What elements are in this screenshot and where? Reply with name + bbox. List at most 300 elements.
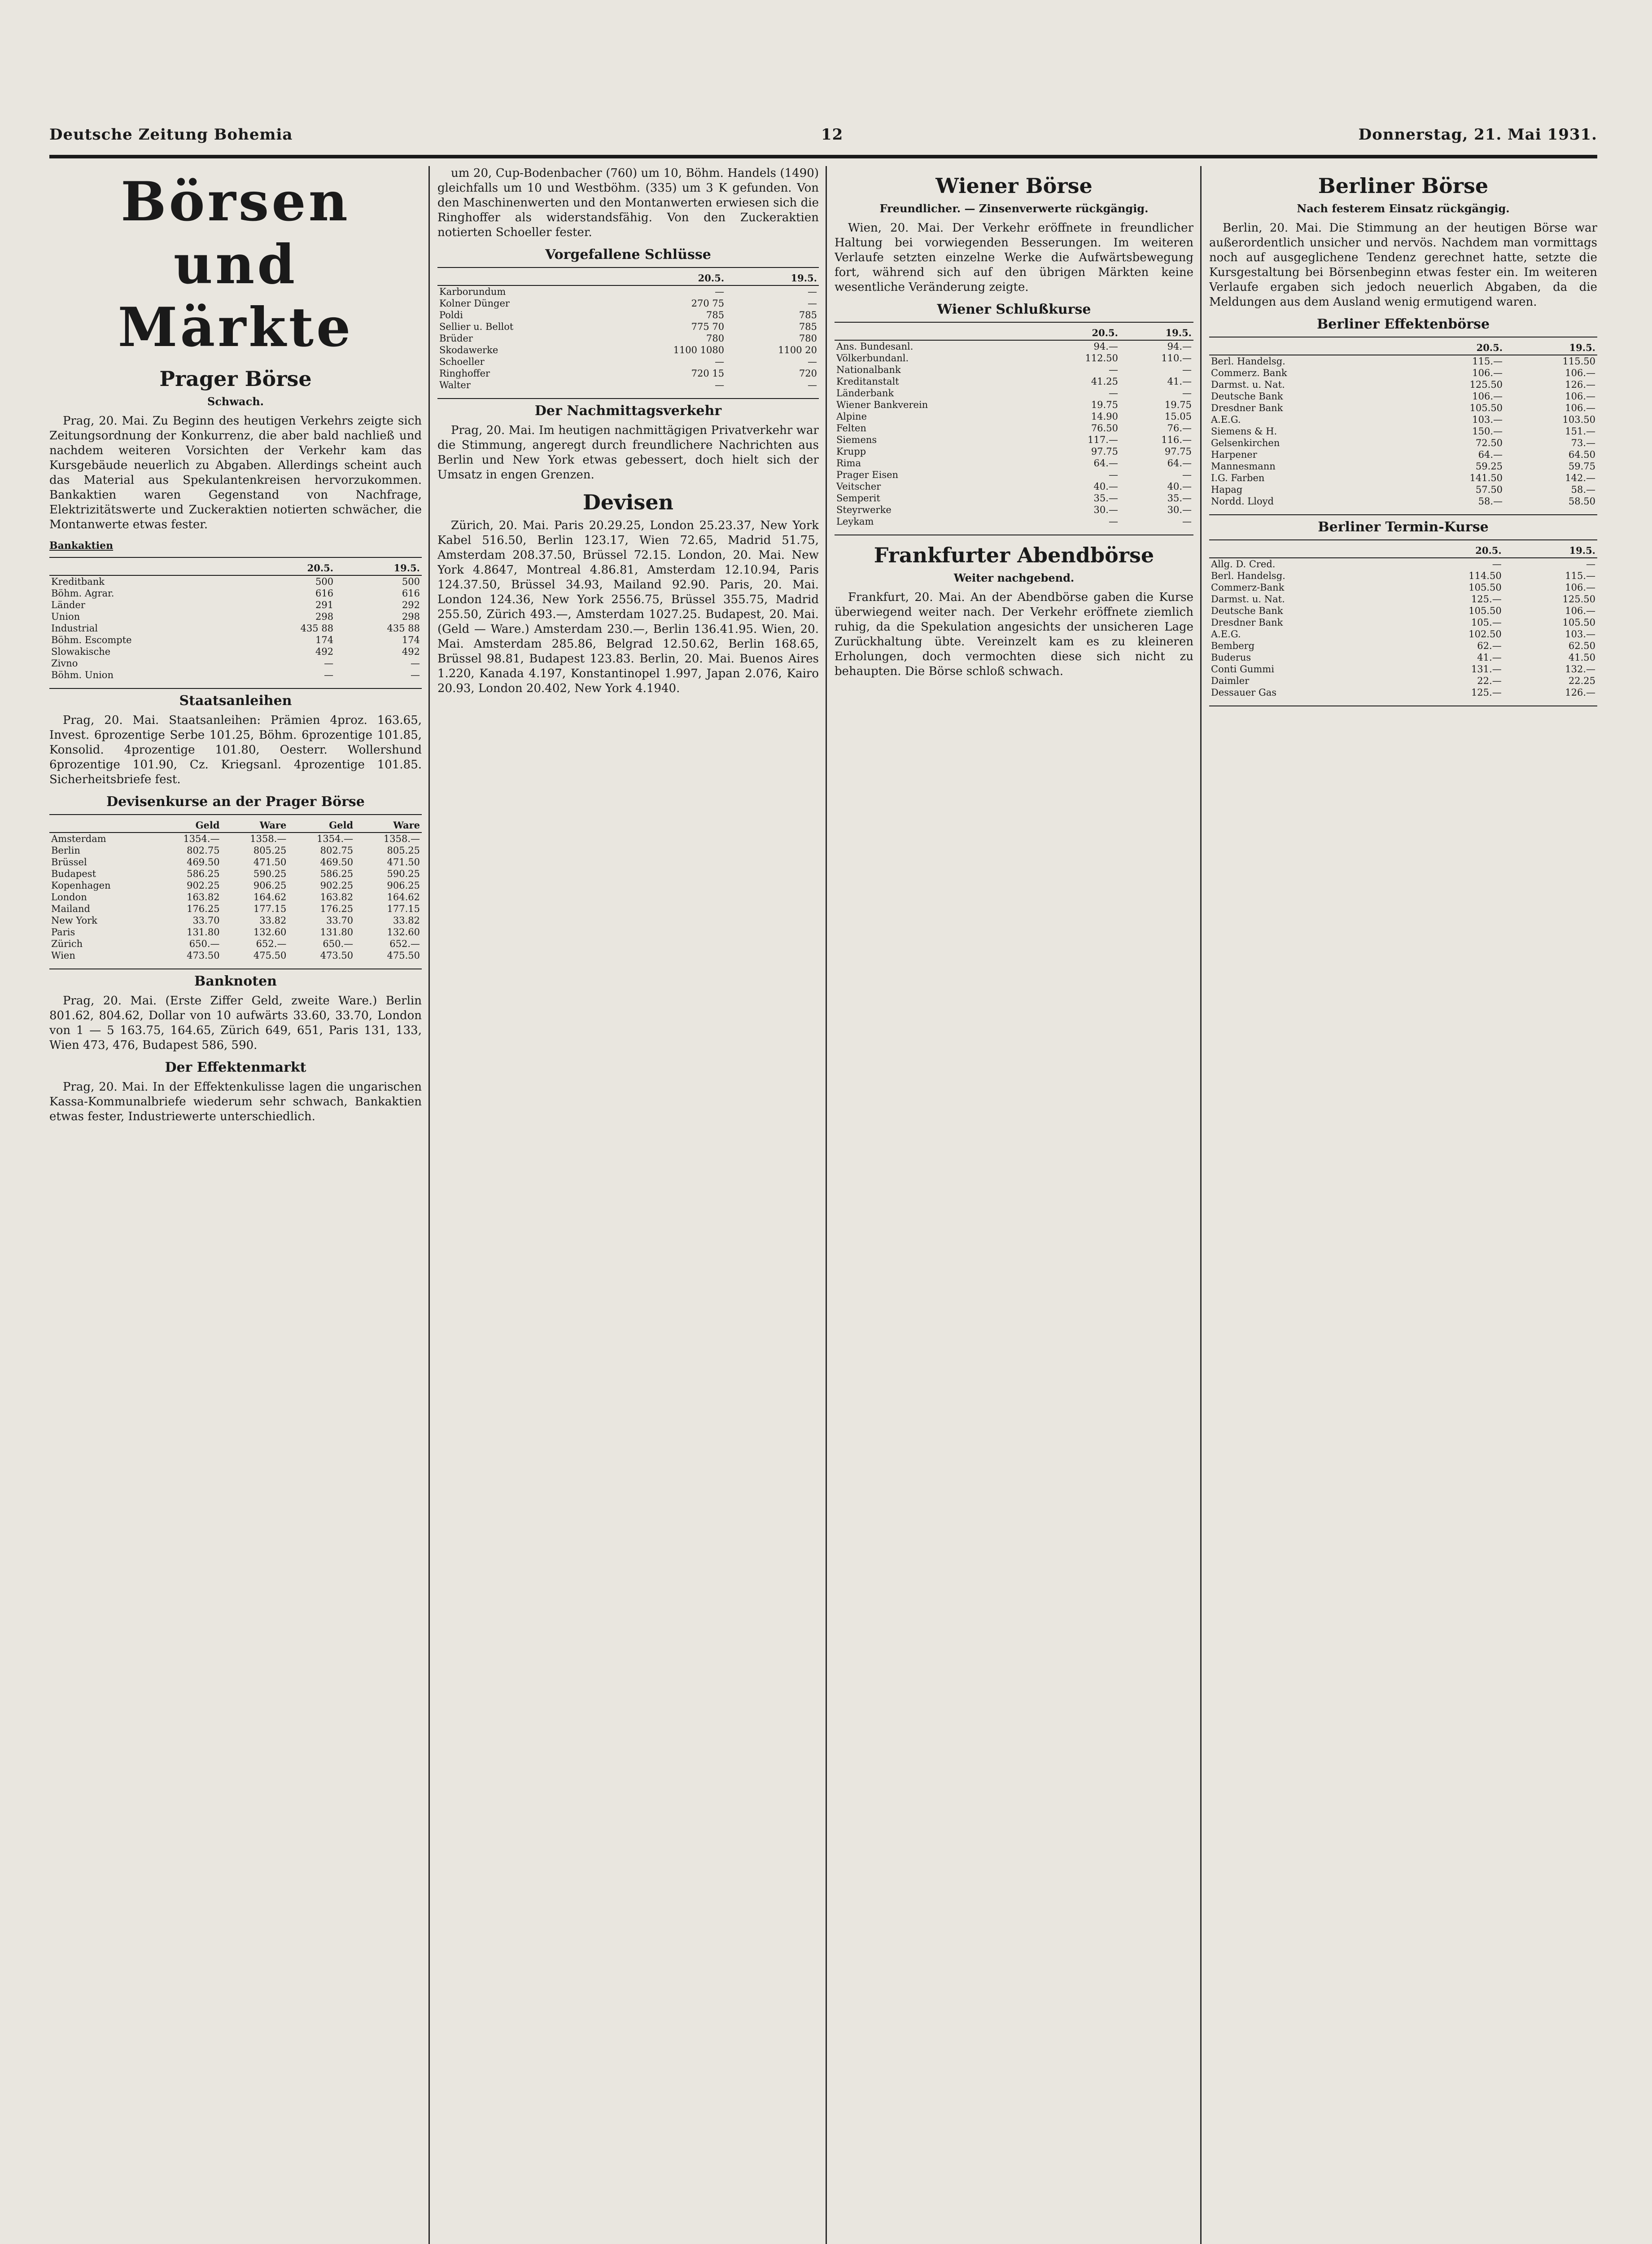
- table-header-row: [1209, 341, 1597, 355]
- price-cell: 176.25: [187, 903, 220, 914]
- afternoon-trading-report: Prag, 20. Mai. Im heutigen nachmittägigen Privatverkehr war die Stimmung, angeregt durch freundlichere Nachrichten aus Berlin und New York etwas gebessert, doch hielt sich der Umsatz in engen Grenzen.: [437, 424, 819, 482]
- price-cell: 902.25: [320, 880, 354, 891]
- table-header-cell: [1209, 341, 1412, 355]
- price-cell: 115.50: [1562, 356, 1595, 367]
- table-header-cell: 20.5.: [1041, 326, 1120, 340]
- table-row: [49, 880, 422, 891]
- price-cell: 105.50: [1468, 605, 1502, 616]
- frankfurt-exchange-report: Frankfurt, 20. Mai. An der Abendbörse gaben die Kurse überwiegend weiter nach. Der Verkehr eröffnete ziemlich ruhig, da die Spekulation angesichts der unsicheren Lage Zurückhaltung übte. Vereinzelt kam es zu kleineren Erholungen, doch vermochten diese sich nicht zu behaupten. Die Börse schloß schwach.: [835, 591, 1193, 678]
- price-cell: 112.50: [1085, 353, 1118, 364]
- price-cell: 785: [799, 321, 817, 332]
- security-name-cell: Brüssel: [51, 857, 87, 868]
- security-name-cell: Zürich: [51, 938, 83, 949]
- table-row: [49, 926, 422, 938]
- currency-rates-table: [49, 819, 422, 961]
- security-name-cell: Slowakische: [51, 646, 111, 657]
- price-cell: 103.50: [1562, 414, 1595, 425]
- price-cell: 35.—: [1093, 493, 1118, 504]
- afternoon-trading-title: Der Nachmittagsverkehr: [534, 403, 722, 419]
- newspaper-name: Deutsche Zeitung Bohemia: [49, 126, 293, 144]
- berlin-securities-title: Berliner Effektenbörse: [1316, 316, 1490, 332]
- price-cell: 492: [315, 646, 334, 657]
- table-header-cell: [49, 819, 155, 833]
- price-cell: 76.—: [1167, 423, 1192, 434]
- price-cell: 14.90: [1091, 411, 1118, 422]
- table-row: [1209, 640, 1597, 652]
- security-name-cell: Berl. Handelsg.: [1211, 570, 1285, 581]
- issue-date: Donnerstag, 21. Mai 1931.: [1358, 126, 1597, 144]
- table-row: [835, 457, 1193, 469]
- price-cell: 103.—: [1472, 414, 1503, 425]
- prague-exchange-subtitle: Schwach.: [207, 395, 264, 408]
- security-name-cell: Berl. Handelsg.: [1211, 356, 1285, 367]
- bank-stocks-table-wrap: [49, 557, 422, 689]
- price-cell: 30.—: [1167, 504, 1192, 515]
- price-cell: 142.—: [1565, 473, 1595, 483]
- table-row: [835, 364, 1193, 376]
- price-cell: 163.82: [320, 892, 354, 903]
- bank-stocks-label: Bankaktien: [49, 540, 114, 552]
- price-cell: 73.—: [1571, 438, 1595, 448]
- vienna-closing-body: [835, 340, 1193, 527]
- table-row: [1209, 414, 1597, 425]
- security-name-cell: Commerz. Bank: [1211, 368, 1287, 378]
- security-name-cell: Mannesmann: [1211, 461, 1276, 472]
- price-cell: 132.60: [387, 927, 420, 938]
- price-cell: 106.—: [1565, 582, 1595, 593]
- executed-trades-title: Vorgefallene Schlüsse: [545, 247, 711, 263]
- security-name-cell: Prager Eisen: [836, 469, 899, 480]
- price-cell: 650.—: [323, 938, 354, 949]
- table-row: [437, 309, 819, 321]
- price-cell: 41.25: [1091, 376, 1118, 387]
- price-cell: 492: [402, 646, 420, 657]
- berlin-exchange-title: Berliner Börse: [1318, 174, 1489, 198]
- page-header: [49, 121, 1597, 148]
- table-row: [835, 504, 1193, 516]
- price-cell: 103.—: [1565, 629, 1595, 640]
- berlin-futures-table-wrap: [1209, 539, 1597, 706]
- table-header-cell: 19.5.: [335, 561, 422, 575]
- table-row: [1209, 495, 1597, 507]
- security-name-cell: Alpine: [836, 411, 867, 422]
- price-cell: —: [1108, 469, 1118, 480]
- security-name-cell: Hapag: [1211, 484, 1243, 495]
- price-cell: 105.—: [1471, 617, 1502, 628]
- price-cell: 616: [402, 588, 420, 599]
- price-cell: 150.—: [1472, 426, 1503, 437]
- price-cell: 298: [315, 611, 334, 622]
- column-2: [437, 166, 819, 2244]
- table-header-cell: [835, 326, 1041, 340]
- price-cell: 906.25: [387, 880, 420, 891]
- security-name-cell: Krupp: [836, 446, 866, 457]
- price-cell: 174: [315, 635, 334, 645]
- table-row: [49, 669, 422, 681]
- table-row: [1209, 402, 1597, 414]
- price-cell: 802.75: [320, 845, 354, 856]
- executed-trades-table: [437, 272, 819, 391]
- security-name-cell: Deutsche Bank: [1211, 605, 1283, 616]
- table-row: [835, 469, 1193, 481]
- price-cell: 590.25: [253, 868, 287, 879]
- price-cell: 116.—: [1161, 434, 1192, 445]
- price-cell: 125.50: [1562, 594, 1595, 605]
- state-loans-title: Staatsanleihen: [179, 693, 292, 709]
- security-name-cell: Industrial: [51, 623, 98, 634]
- table-row: [49, 903, 422, 915]
- table-header-cell: 20.5.: [249, 561, 335, 575]
- security-name-cell: Bemberg: [1211, 640, 1255, 651]
- price-cell: 19.75: [1091, 399, 1118, 410]
- price-cell: 76.50: [1091, 423, 1118, 434]
- price-cell: 652.—: [256, 938, 287, 949]
- price-cell: 59.75: [1568, 461, 1595, 472]
- price-cell: 270 75: [691, 298, 725, 309]
- table-row: [1209, 593, 1597, 605]
- price-cell: —: [808, 356, 817, 367]
- table-header-row: [1209, 544, 1597, 558]
- price-cell: 164.62: [253, 892, 287, 903]
- table-row: [835, 399, 1193, 411]
- table-row: [835, 516, 1193, 527]
- table-row: [835, 422, 1193, 434]
- security-name-cell: Poldi: [439, 310, 463, 320]
- price-cell: 33.82: [393, 915, 420, 926]
- security-name-cell: Völkerbundanl.: [836, 353, 909, 364]
- table-row: [49, 845, 422, 856]
- security-name-cell: Böhm. Escompte: [51, 635, 132, 645]
- table-row: [49, 950, 422, 961]
- berlin-futures-body: [1209, 558, 1597, 698]
- berlin-securities-table-wrap: [1209, 337, 1597, 515]
- price-cell: 435 88: [387, 623, 420, 634]
- security-name-cell: Harpener: [1211, 449, 1257, 460]
- table-header-cell: 20.5.: [1409, 544, 1503, 558]
- security-name-cell: A.E.G.: [1211, 629, 1241, 640]
- price-cell: 110.—: [1161, 353, 1192, 364]
- securities-market-report: Prag, 20. Mai. In der Effektenkulisse lagen die ungarischen Kassa-Kommunalbriefe wiederum sehr schwach, Bankaktien etwas fester, Industriewerte unterschiedlich.: [49, 1080, 422, 1123]
- table-row: [1209, 675, 1597, 687]
- security-name-cell: Nordd. Lloyd: [1211, 496, 1274, 507]
- security-name-cell: Berlin: [51, 845, 80, 856]
- column-divider: [428, 166, 430, 2244]
- state-loans-report: Prag, 20. Mai. Staatsanleihen: Prämien 4proz. 163.65, Invest. 6prozentige Serbe 101.25, Böhm. 6prozentige 101.85, Konsolid. 4prozentige 101.80, Oesterr. Wollershund 6prozentige 101.90, Cz. Kriegsanl. 4prozentige 101.85. Sicherheitsbriefe fest.: [49, 714, 422, 786]
- table-row: [1209, 605, 1597, 617]
- price-cell: 780: [706, 333, 725, 344]
- security-name-cell: Sellier u. Bellot: [439, 321, 514, 332]
- table-row: [437, 298, 819, 309]
- header-rule: [49, 155, 1597, 158]
- price-cell: 59.25: [1475, 461, 1503, 472]
- price-cell: 174: [402, 635, 420, 645]
- price-cell: 30.—: [1093, 504, 1118, 515]
- security-name-cell: Veitscher: [836, 481, 881, 492]
- price-cell: —: [715, 380, 725, 390]
- vienna-exchange-title: Wiener Börse: [935, 174, 1093, 198]
- table-row: [1209, 425, 1597, 437]
- table-row: [835, 352, 1193, 364]
- price-cell: 105.50: [1469, 403, 1503, 413]
- security-name-cell: Leykam: [836, 516, 874, 527]
- vienna-closing-table: [835, 326, 1193, 527]
- vienna-exchange-report: Wien, 20. Mai. Der Verkehr eröffnete in freundlicher Haltung bei vorwiegenden Besserungen. Im weiteren Verlaufe setzten einzelne Werke die Aufwärtsbewegung fort, während sich auf den übrigen Märkten keine wesentliche Veränderung zeigte.: [835, 221, 1193, 294]
- table-row: [437, 285, 819, 298]
- price-cell: —: [715, 356, 725, 367]
- price-cell: 131.80: [187, 927, 220, 938]
- bank-stocks-body: [49, 575, 422, 681]
- table-header-cell: Ware: [355, 819, 422, 833]
- table-row: [49, 891, 422, 903]
- table-row: [49, 611, 422, 622]
- table-row: [835, 376, 1193, 387]
- berlin-futures-title: Berliner Termin-Kurse: [1318, 519, 1489, 535]
- security-name-cell: Zivno: [51, 658, 78, 669]
- price-cell: 125.—: [1471, 594, 1502, 605]
- price-cell: —: [808, 286, 817, 297]
- table-row: [835, 434, 1193, 446]
- security-name-cell: Skodawerke: [439, 345, 498, 355]
- table-row: [1209, 570, 1597, 582]
- price-cell: 131.80: [320, 927, 354, 938]
- prague-report-continued: um 20, Cup-Bodenbacher (760) um 10, Böhm. Handels (1490) gleichfalls um 10 und Westböhm. (335) um 3 K gefunden. Von den Maschinenwerten und den Montanwerten erwiesen sich die Ringhoffer als widerstandsfähig. Von den Zuckeraktien notierten Schoeller fester.: [437, 167, 819, 239]
- price-cell: 97.75: [1164, 446, 1192, 457]
- table-header-row: [835, 326, 1193, 340]
- price-cell: 471.50: [387, 857, 420, 868]
- bank-stocks-table: [49, 561, 422, 681]
- table-row: [1209, 367, 1597, 379]
- security-name-cell: Conti Gummi: [1211, 664, 1274, 675]
- table-row: [1209, 355, 1597, 367]
- price-cell: 58.—: [1571, 484, 1595, 495]
- table-row: [1209, 558, 1597, 570]
- price-cell: 473.50: [320, 950, 354, 961]
- table-header-row: [49, 819, 422, 833]
- table-header-cell: 19.5.: [726, 272, 819, 285]
- price-cell: 805.25: [253, 845, 287, 856]
- price-cell: 780: [799, 333, 817, 344]
- table-row: [437, 368, 819, 379]
- price-cell: 1354.—: [317, 833, 354, 844]
- price-cell: —: [1182, 388, 1192, 399]
- security-name-cell: Schoeller: [439, 356, 485, 367]
- price-cell: 141.50: [1469, 473, 1503, 483]
- price-cell: 19.75: [1164, 399, 1192, 410]
- security-name-cell: Ans. Bundesanl.: [836, 341, 913, 352]
- security-name-cell: Kolner Dünger: [439, 298, 510, 309]
- price-cell: 33.82: [259, 915, 287, 926]
- price-cell: 652.—: [389, 938, 420, 949]
- security-name-cell: Semperit: [836, 493, 880, 504]
- price-cell: 105.50: [1562, 617, 1595, 628]
- table-row: [437, 344, 819, 356]
- vienna-closing-table-wrap: [835, 322, 1193, 535]
- price-cell: 291: [315, 600, 334, 610]
- price-cell: —: [411, 658, 420, 669]
- price-cell: 106.—: [1565, 391, 1595, 402]
- table-header-cell: Ware: [222, 819, 288, 833]
- price-cell: 720 15: [691, 368, 725, 379]
- security-name-cell: Böhm. Agrar.: [51, 588, 114, 599]
- price-cell: 64.—: [1478, 449, 1503, 460]
- price-cell: 802.75: [187, 845, 220, 856]
- table-row: [1209, 390, 1597, 402]
- table-row: [1209, 663, 1597, 675]
- price-cell: —: [715, 286, 725, 297]
- security-name-cell: Steyrwerke: [836, 504, 892, 515]
- banknotes-title: Banknoten: [194, 973, 277, 989]
- security-name-cell: Kreditanstalt: [836, 376, 899, 387]
- price-cell: 40.—: [1093, 481, 1118, 492]
- table-header-cell: 19.5.: [1120, 326, 1193, 340]
- table-row: [1209, 484, 1597, 495]
- security-name-cell: Nationalbank: [836, 364, 901, 375]
- security-name-cell: Darmst. u. Nat.: [1211, 379, 1285, 390]
- price-cell: 41.—: [1167, 376, 1192, 387]
- berlin-securities-table: [1209, 341, 1597, 507]
- price-cell: 125.50: [1469, 379, 1503, 390]
- foreign-exchange-report: Zürich, 20. Mai. Paris 20.29.25, London 25.23.37, New York Kabel 516.50, Berlin 123.17, Wien 72.65, Madrid 51.75, Amsterdam 208.37.50, Brüssel 72.15. London, 20. Mai. New York 4.8647, Montreal 4.86.81, Amsterdam 12.10.94, Paris 124.37.50, Brüssel 34.93, Mailand 92.90. Paris, 20. Mai. London 124.36, New York 2556.75, Brüssel 355.75, Madrid 255.50, Zürich 493.—, Amsterdam 1027.25. Budapest, 20. Mai. (Geld — Ware.) Amsterdam 230.—, Berlin 136.41.95. Wien, 20. Mai. Amsterdam 285.86, Belgrad 12.50.62, Berlin 168.65, Brüssel 98.81, Budapest 123.83. Berlin, 20. Mai. Buenos Aires 1.220, Kanada 4.197, Konstantinopel 1.997, Japan 2.076, Kairo 20.93, London 20.402, New York 4.1940.: [437, 519, 819, 695]
- price-cell: 500: [402, 576, 420, 587]
- table-row: [49, 575, 422, 587]
- security-name-cell: Walter: [439, 380, 471, 390]
- price-cell: 106.—: [1472, 391, 1503, 402]
- table-row: [1209, 687, 1597, 698]
- security-name-cell: Darmst. u. Nat.: [1211, 594, 1285, 605]
- price-cell: 177.15: [387, 903, 420, 914]
- price-cell: 131.—: [1471, 664, 1502, 675]
- price-cell: 64.50: [1568, 449, 1595, 460]
- security-name-cell: Länder: [51, 600, 85, 610]
- executed-trades-body: [437, 285, 819, 391]
- price-cell: 475.50: [253, 950, 287, 961]
- price-cell: 105.50: [1468, 582, 1502, 593]
- security-name-cell: Amsterdam: [51, 833, 106, 844]
- table-row: [49, 856, 422, 868]
- price-cell: 132.—: [1565, 664, 1595, 675]
- security-name-cell: Böhm. Union: [51, 670, 114, 680]
- security-name-cell: Kreditbank: [51, 576, 105, 587]
- price-cell: —: [411, 670, 420, 680]
- table-row: [1209, 617, 1597, 628]
- securities-market-title: Der Effektenmarkt: [165, 1060, 306, 1075]
- price-cell: 126.—: [1565, 379, 1595, 390]
- price-cell: 115.—: [1565, 570, 1595, 581]
- table-row: [437, 356, 819, 368]
- security-name-cell: Kopenhagen: [51, 880, 111, 891]
- price-cell: 64.—: [1167, 458, 1192, 469]
- price-cell: 132.60: [253, 927, 287, 938]
- price-cell: —: [808, 380, 817, 390]
- currency-rates-body: [49, 833, 422, 961]
- security-name-cell: Commerz-Bank: [1211, 582, 1285, 593]
- price-cell: 41.50: [1568, 652, 1595, 663]
- price-cell: —: [324, 658, 334, 669]
- price-cell: 586.25: [320, 868, 354, 879]
- price-cell: —: [1492, 559, 1502, 570]
- price-cell: 125.—: [1471, 687, 1502, 698]
- table-row: [835, 481, 1193, 492]
- security-name-cell: Budapest: [51, 868, 96, 879]
- security-name-cell: Brüder: [439, 333, 473, 344]
- price-cell: 126.—: [1565, 687, 1595, 698]
- table-header-cell: [49, 561, 249, 575]
- column-4: [1209, 166, 1597, 2244]
- foreign-exchange-title: Devisen: [583, 490, 673, 514]
- column-divider: [1200, 166, 1202, 2244]
- price-cell: 58.50: [1568, 496, 1595, 507]
- price-cell: 72.50: [1475, 438, 1503, 448]
- executed-trades-table-wrap: [437, 267, 819, 399]
- price-cell: 15.05: [1164, 411, 1192, 422]
- price-cell: 163.82: [187, 892, 220, 903]
- price-cell: 176.25: [320, 903, 354, 914]
- price-cell: 22.25: [1568, 675, 1595, 686]
- table-header-cell: 20.5.: [607, 272, 726, 285]
- berlin-securities-body: [1209, 355, 1597, 507]
- prague-exchange-title: Prager Börse: [159, 367, 312, 391]
- price-cell: 469.50: [187, 857, 220, 868]
- section-title: Börsen und Märkte: [118, 170, 354, 359]
- price-cell: 64.—: [1093, 458, 1118, 469]
- price-cell: —: [1182, 516, 1192, 527]
- security-name-cell: Dresdner Bank: [1211, 617, 1283, 628]
- price-cell: 114.50: [1468, 570, 1502, 581]
- table-row: [835, 446, 1193, 457]
- price-cell: 785: [799, 310, 817, 320]
- table-row: [49, 634, 422, 646]
- table-row: [49, 646, 422, 657]
- security-name-cell: Dessauer Gas: [1211, 687, 1277, 698]
- table-header-cell: Geld: [288, 819, 355, 833]
- table-row: [1209, 628, 1597, 640]
- currency-rates-table-wrap: [49, 814, 422, 969]
- price-cell: 106.—: [1565, 403, 1595, 413]
- column-1: [49, 166, 422, 2244]
- vienna-closing-title: Wiener Schlußkurse: [937, 302, 1091, 317]
- security-name-cell: Wiener Bankverein: [836, 399, 928, 410]
- table-header-cell: [1209, 544, 1409, 558]
- table-row: [1209, 582, 1597, 593]
- price-cell: 94.—: [1167, 341, 1192, 352]
- security-name-cell: Rima: [836, 458, 861, 469]
- price-cell: 298: [402, 611, 420, 622]
- price-cell: 62.—: [1477, 640, 1502, 651]
- price-cell: 590.25: [387, 868, 420, 879]
- price-cell: 902.25: [187, 880, 220, 891]
- price-cell: —: [1108, 516, 1118, 527]
- table-row: [1209, 460, 1597, 472]
- price-cell: 616: [315, 588, 334, 599]
- price-cell: —: [1586, 559, 1595, 570]
- security-name-cell: Karborundum: [439, 286, 506, 297]
- table-row: [1209, 449, 1597, 460]
- price-cell: 469.50: [320, 857, 354, 868]
- security-name-cell: Siemens: [836, 434, 877, 445]
- price-cell: —: [1182, 364, 1192, 375]
- banknotes-report: Prag, 20. Mai. (Erste Ziffer Geld, zweite Ware.) Berlin 801.62, 804.62, Dollar von 10 aufwärts 33.60, 33.70, London von 1 — 5 163.75, 164.65, Zürich 649, 651, Paris 131, 133, Wien 473, 476, Budapest 586, 590.: [49, 994, 422, 1052]
- price-cell: 1358.—: [250, 833, 287, 844]
- frankfurt-exchange-subtitle: Weiter nachgebend.: [953, 571, 1075, 584]
- vienna-exchange-subtitle: Freundlicher. — Zinsenverwerte rückgängig.: [879, 202, 1149, 215]
- currency-rates-title: Devisenkurse an der Prager Börse: [106, 794, 365, 810]
- table-header-cell: 19.5.: [1503, 544, 1597, 558]
- price-cell: —: [324, 670, 334, 680]
- price-cell: —: [1108, 388, 1118, 399]
- price-cell: 785: [706, 310, 725, 320]
- price-cell: 41.—: [1477, 652, 1502, 663]
- table-header-cell: 20.5.: [1412, 341, 1504, 355]
